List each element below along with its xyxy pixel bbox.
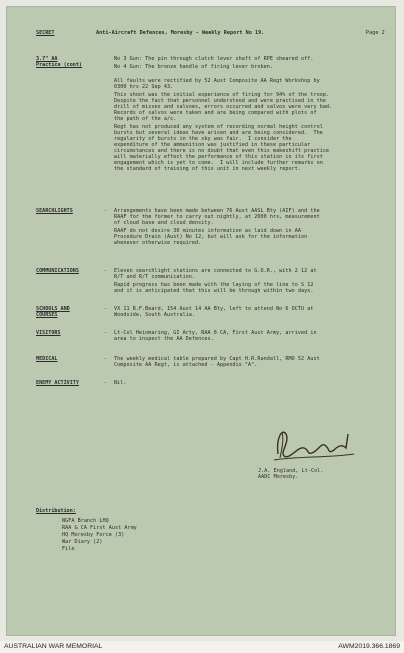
section-label: COURSES — [36, 312, 58, 318]
section-label: COMMUNICATIONS — [36, 268, 79, 274]
dash: - — [104, 208, 108, 214]
section-line: and it is anticipated that this will be through within two days. — [114, 288, 314, 294]
section-label: ENEMY ACTIVITY — [36, 380, 79, 386]
dash: - — [104, 306, 108, 312]
dash: - — [104, 356, 108, 362]
section-line: Rapid progress has been made with the laying of the line to S 12 — [114, 282, 314, 288]
section-line: RAAF do not desire 30 minutes information as laid down in AA — [114, 228, 302, 234]
report-title: Anti-Aircraft Defences, Moresby - Weekly Report No 19. — [96, 30, 265, 36]
section-label: 3.7" AA — [36, 56, 58, 62]
section-line: Despite the fact that personnel understood and were practised in the — [114, 98, 326, 104]
section-line: No 4 Gun: The bronze handle of firing lever broken. — [114, 64, 273, 70]
distribution-item: NGFA Branch LHQ — [62, 518, 109, 524]
section-line: area to inspect the AA Defences. — [114, 336, 214, 342]
section-line: will materially effect the performance of this station in its first — [114, 154, 323, 160]
section-line: the standard of training of this unit in next weekly report. — [114, 166, 302, 172]
section-line: This shoot was the initial experience of firing for 94% of the troop. — [114, 92, 330, 98]
dash: - — [104, 380, 108, 386]
secret-marking: SECRET — [36, 30, 55, 36]
section-line: Composite AA Regt, is attached - Appendix "A". — [114, 362, 258, 368]
archive-name: AUSTRALIAN WAR MEMORIAL — [4, 643, 103, 650]
section-line: No 3 Gun: The pin through clutch lever shaft of RPE sheared off. — [114, 56, 314, 62]
signatory-title: AADC Moresby. — [258, 474, 299, 480]
section-line: Regt has not produced any system of recording normal height control — [114, 124, 323, 130]
archive-reference: AWM2019.366.1869 — [338, 643, 400, 650]
section-line: RAAF for the former to carry out nightly, at 2000 hrs, measurement — [114, 214, 320, 220]
section-label: MEDICAL — [36, 356, 58, 362]
distribution-item: HQ Moresby Force (3) — [62, 532, 125, 538]
section-line: Arrangements have been made between 76 Aust AASL Bty (AIF) and the — [114, 208, 320, 214]
section-line: Lt-Col Heinmaring, GI Arty, RAA 8 CA, First Aust Army, arrived in — [114, 330, 317, 336]
section-line: Records of salvos were taken and are being compared with plots of — [114, 110, 317, 116]
archive-footer — [0, 641, 404, 653]
section-line: VX 11 R.F.Beard, 154 Aust 14 AA Bty, left to attend No 6 OCTU at — [114, 306, 314, 312]
section-line: engagement which is yet to come. I will include further remarks on — [114, 160, 323, 166]
section-line: expenditure of the ammunition was justified in these particular — [114, 142, 311, 148]
dash: - — [104, 268, 108, 274]
section-line: of cloud base and cloud density. — [114, 220, 214, 226]
section-label: VISITORS — [36, 330, 61, 336]
section-line: Woodside, South Australia. — [114, 312, 196, 318]
page-number: Page 2 — [366, 30, 385, 36]
section-label: SCHOOLS AND — [36, 306, 70, 312]
distribution-item: RAA & CA First Aust Army — [62, 525, 137, 531]
distribution-item: War Diary (2) — [62, 539, 103, 545]
signatory-name: J.A. England, Lt-Col. — [258, 468, 324, 474]
section-line: R/T and R/T communication. — [114, 274, 196, 280]
handwritten-signature — [268, 424, 358, 466]
section-line: All faults were rectified by 52 Aust Composite AA Regt Workshop by — [114, 78, 320, 84]
section-line: bursts but several ideas have arisen and are being considered. The — [114, 130, 323, 136]
section-line: the path of the a/c. — [114, 116, 177, 122]
distribution-heading: Distribution: — [36, 508, 76, 514]
section-line: circumstances and there is no doubt that even this makeshift practice — [114, 148, 330, 154]
document-page — [6, 6, 396, 636]
section-label: SEARCHLIGHTS — [36, 208, 73, 214]
section-line: The weekly medical table prepared by Capt H.R.Randall, RMO 52 Aust — [114, 356, 320, 362]
dash: - — [104, 330, 108, 336]
section-line: regularity of bursts in the sky was fair. I consider the — [114, 136, 292, 142]
section-line: 0300 hrs 22 Sep 43. — [114, 84, 174, 90]
section-line: whenever otherwise required. — [114, 240, 202, 246]
section-label: Practice (cont) — [36, 62, 83, 68]
section-line: Eleven searchlight stations are connected to G.O.R., with 2 12 at — [114, 268, 317, 274]
section-line: Nil. — [114, 380, 127, 386]
section-line: drill of misses and salvoes, errors occurred and salvos were very bad. — [114, 104, 333, 110]
distribution-item: File — [62, 546, 75, 552]
section-line: Procedure Drain (Aust) No 12, but will ask for the information — [114, 234, 308, 240]
